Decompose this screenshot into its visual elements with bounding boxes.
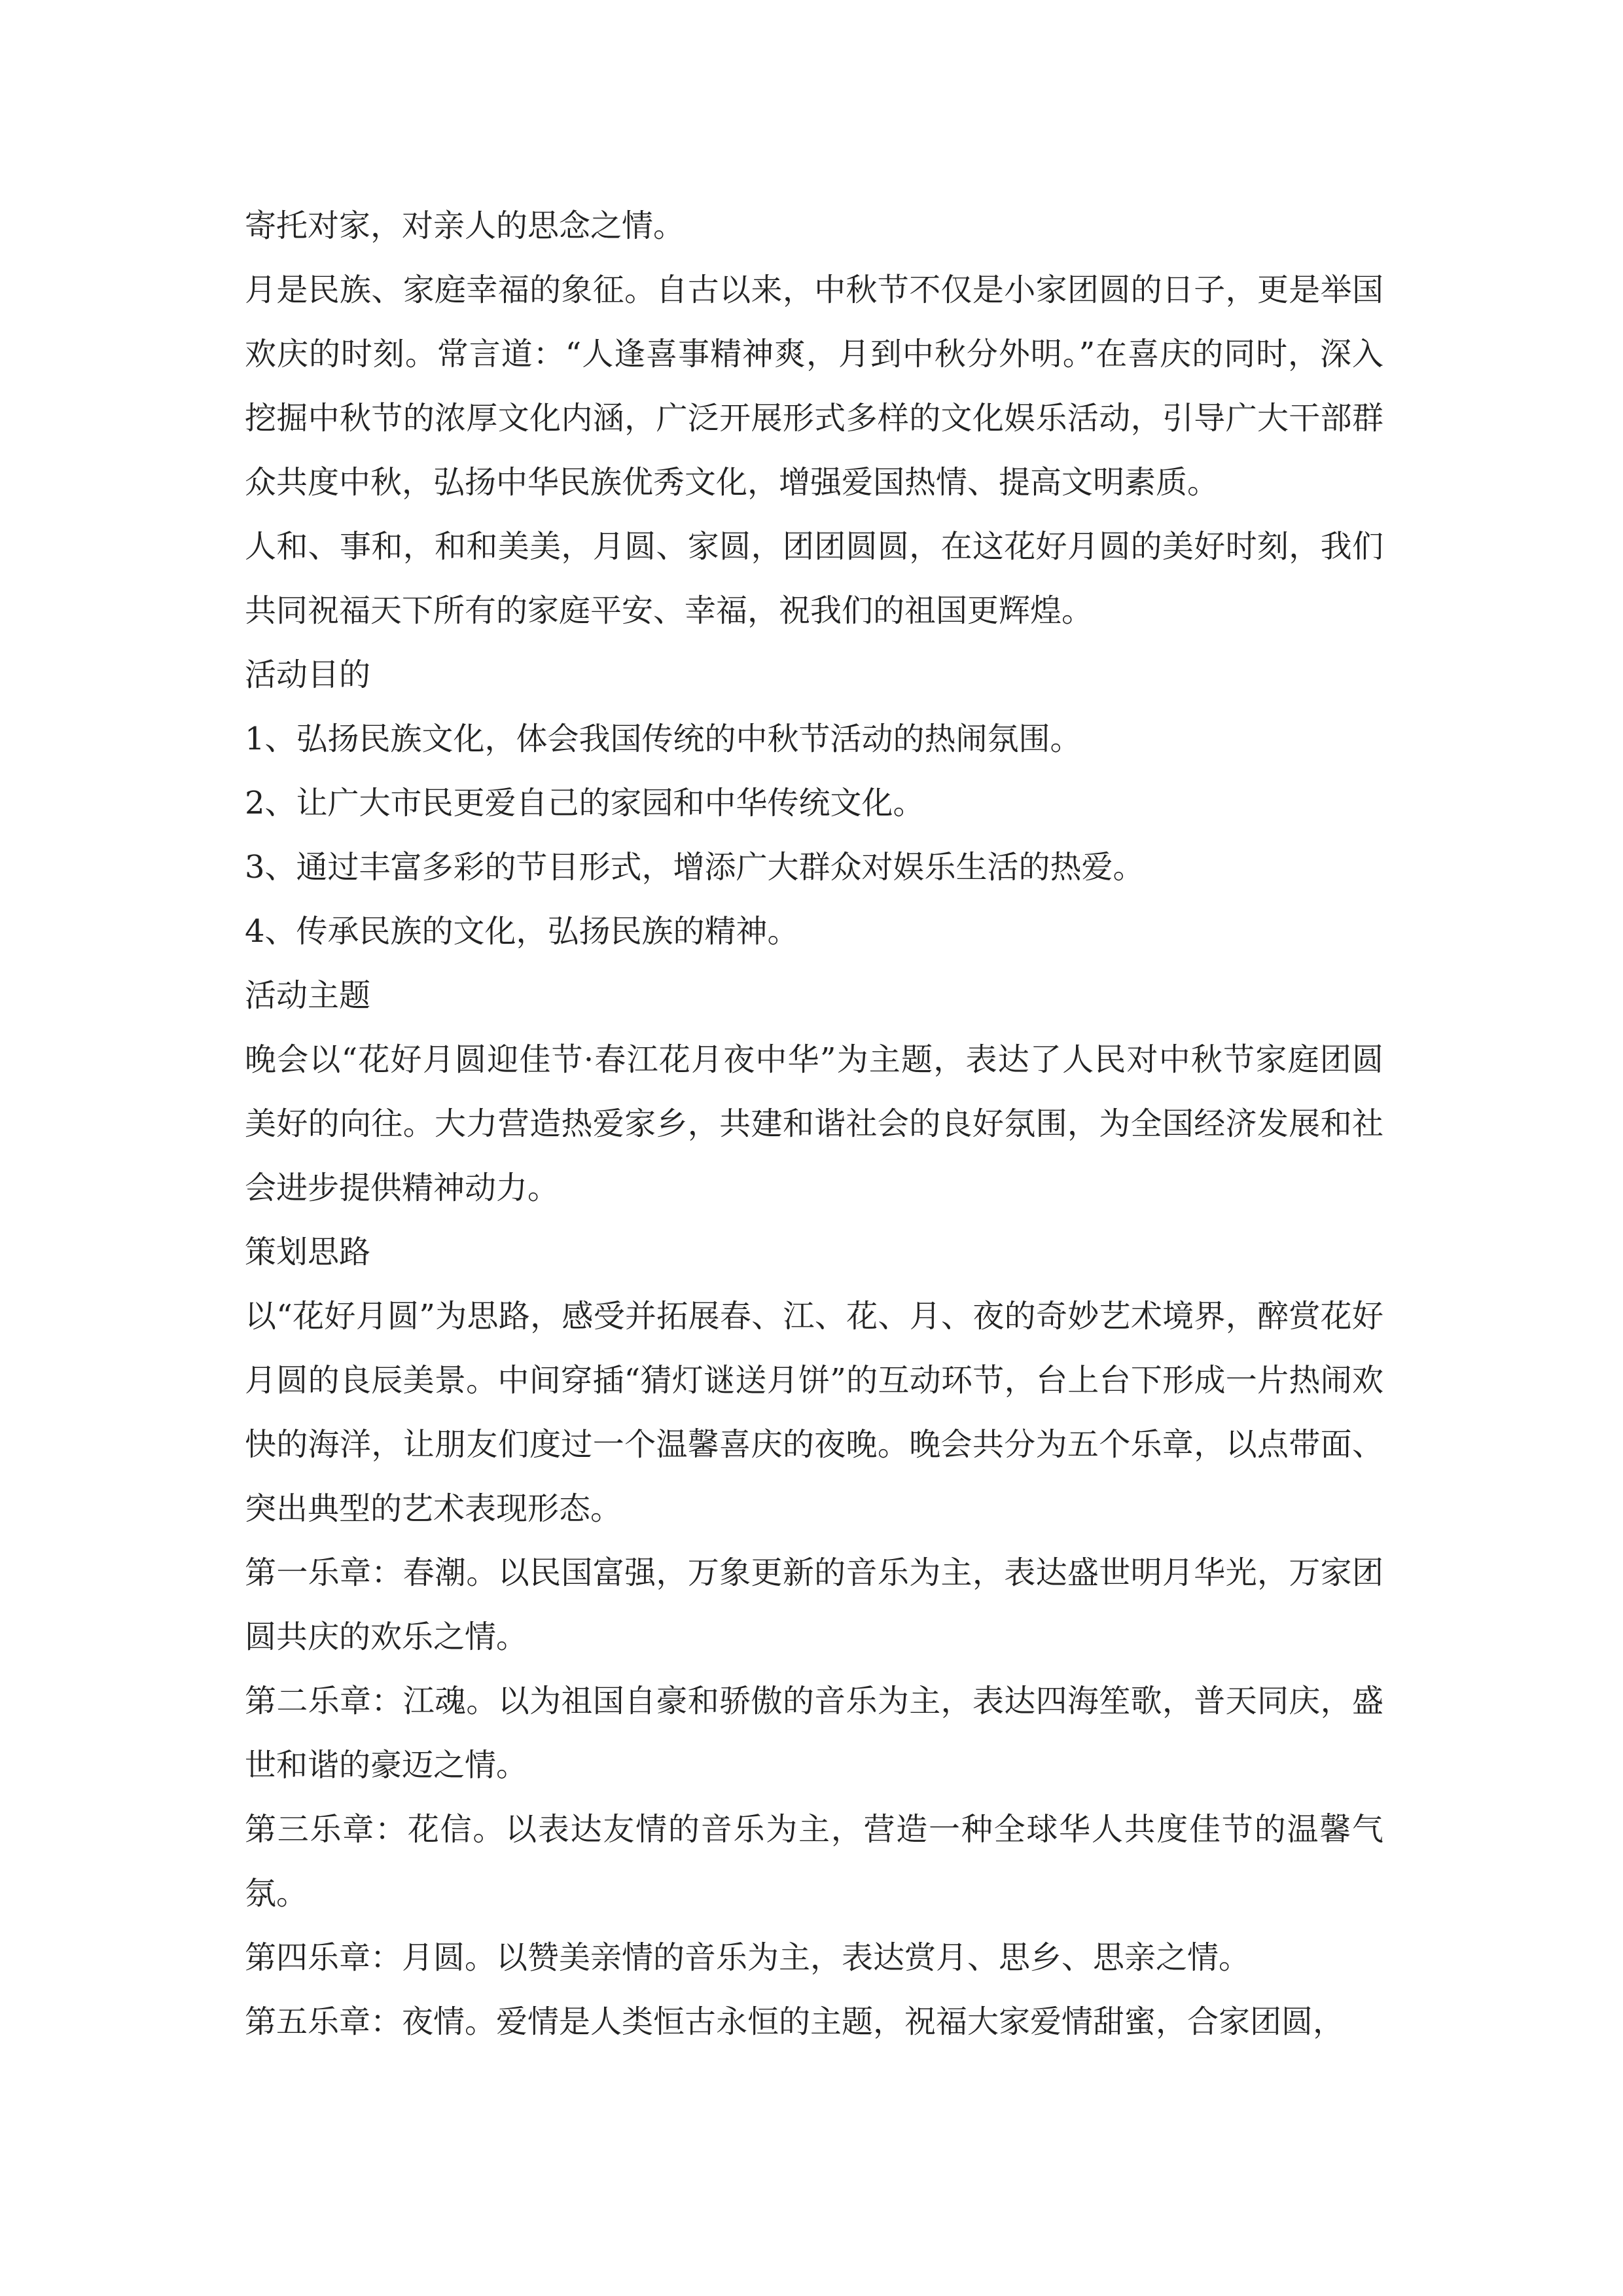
heading-activity-theme: 活动主题 (245, 977, 371, 1014)
heading-planning-idea: 策划思路 (245, 1234, 371, 1270)
purpose-item-3: 3、通过丰富多彩的节目形式，增添广大群众对娱乐生活的热爱。 (245, 849, 1145, 886)
paragraph-moon-symbol: 月是民族、家庭幸福的象征。自古以来，中秋节不仅是小家团圆的日子，更是举国欢庆的时刻。常言道：“人逢喜事精神爽，月到中秋分外明。”在喜庆的同时，深入挖掘中秋节的浓厚文化内涵，广泛开展形式多样的文化娱乐活动，引导广大干部群众共度中秋，弘扬中华民族优秀文化，增强爱国热情、提高文明素质。 (245, 272, 1383, 501)
paragraph-planning: 以“花好月圆”为思路，感受并拓展春、江、花、月、夜的奇妙艺术境界，醉赏花好月圆的良辰美景。中间穿插“猜灯谜送月饼”的互动环节，台上台下形成一片热闹欢快的海洋，让朋友们度过一个温馨喜庆的夜晚。晚会共分为五个乐章，以点带面、突出典型的艺术表现形态。 (245, 1298, 1383, 1527)
paragraph-blessing: 人和、事和，和和美美，月圆、家圆，团团圆圆，在这花好月圆的美好时刻，我们共同祝福天下所有的家庭平安、幸福，祝我们的祖国更辉煌。 (245, 528, 1383, 629)
movement-5: 第五乐章：夜情。爱情是人类恒古永恒的主题，祝福大家爱情甜蜜，合家团圆， (245, 2003, 1345, 2040)
purpose-item-1: 1、弘扬民族文化，体会我国传统的中秋节活动的热闹氛围。 (245, 721, 1082, 757)
purpose-item-2: 2、让广大市民更爱自己的家园和中华传统文化。 (245, 785, 925, 821)
purpose-item-4: 4、传承民族的文化，弘扬民族的精神。 (245, 913, 799, 950)
movement-3: 第三乐章：花信。以表达友情的音乐为主，营造一种全球华人共度佳节的温馨气氛。 (245, 1811, 1383, 1912)
paragraph-theme: 晚会以“花好月圆迎佳节·春江花月夜中华”为主题，表达了人民对中秋节家庭团圆美好的向往。大力营造热爱家乡，共建和谐社会的良好氛围，为全国经济发展和社会进步提供精神动力。 (245, 1041, 1383, 1206)
paragraph-intro-end: 寄托对家，对亲人的思念之情。 (245, 207, 685, 244)
heading-activity-purpose: 活动目的 (245, 656, 371, 693)
document-body (245, 194, 1383, 2054)
movement-4: 第四乐章：月圆。以赞美亲情的音乐为主，表达赏月、思乡、思亲之情。 (245, 1939, 1251, 1976)
movement-1: 第一乐章：春潮。以民国富强，万象更新的音乐为主，表达盛世明月华光，万家团圆共庆的欢乐之情。 (245, 1554, 1383, 1655)
movement-2: 第二乐章：江魂。以为祖国自豪和骄傲的音乐为主，表达四海笙歌，普天同庆，盛世和谐的豪迈之情。 (245, 1683, 1383, 1784)
